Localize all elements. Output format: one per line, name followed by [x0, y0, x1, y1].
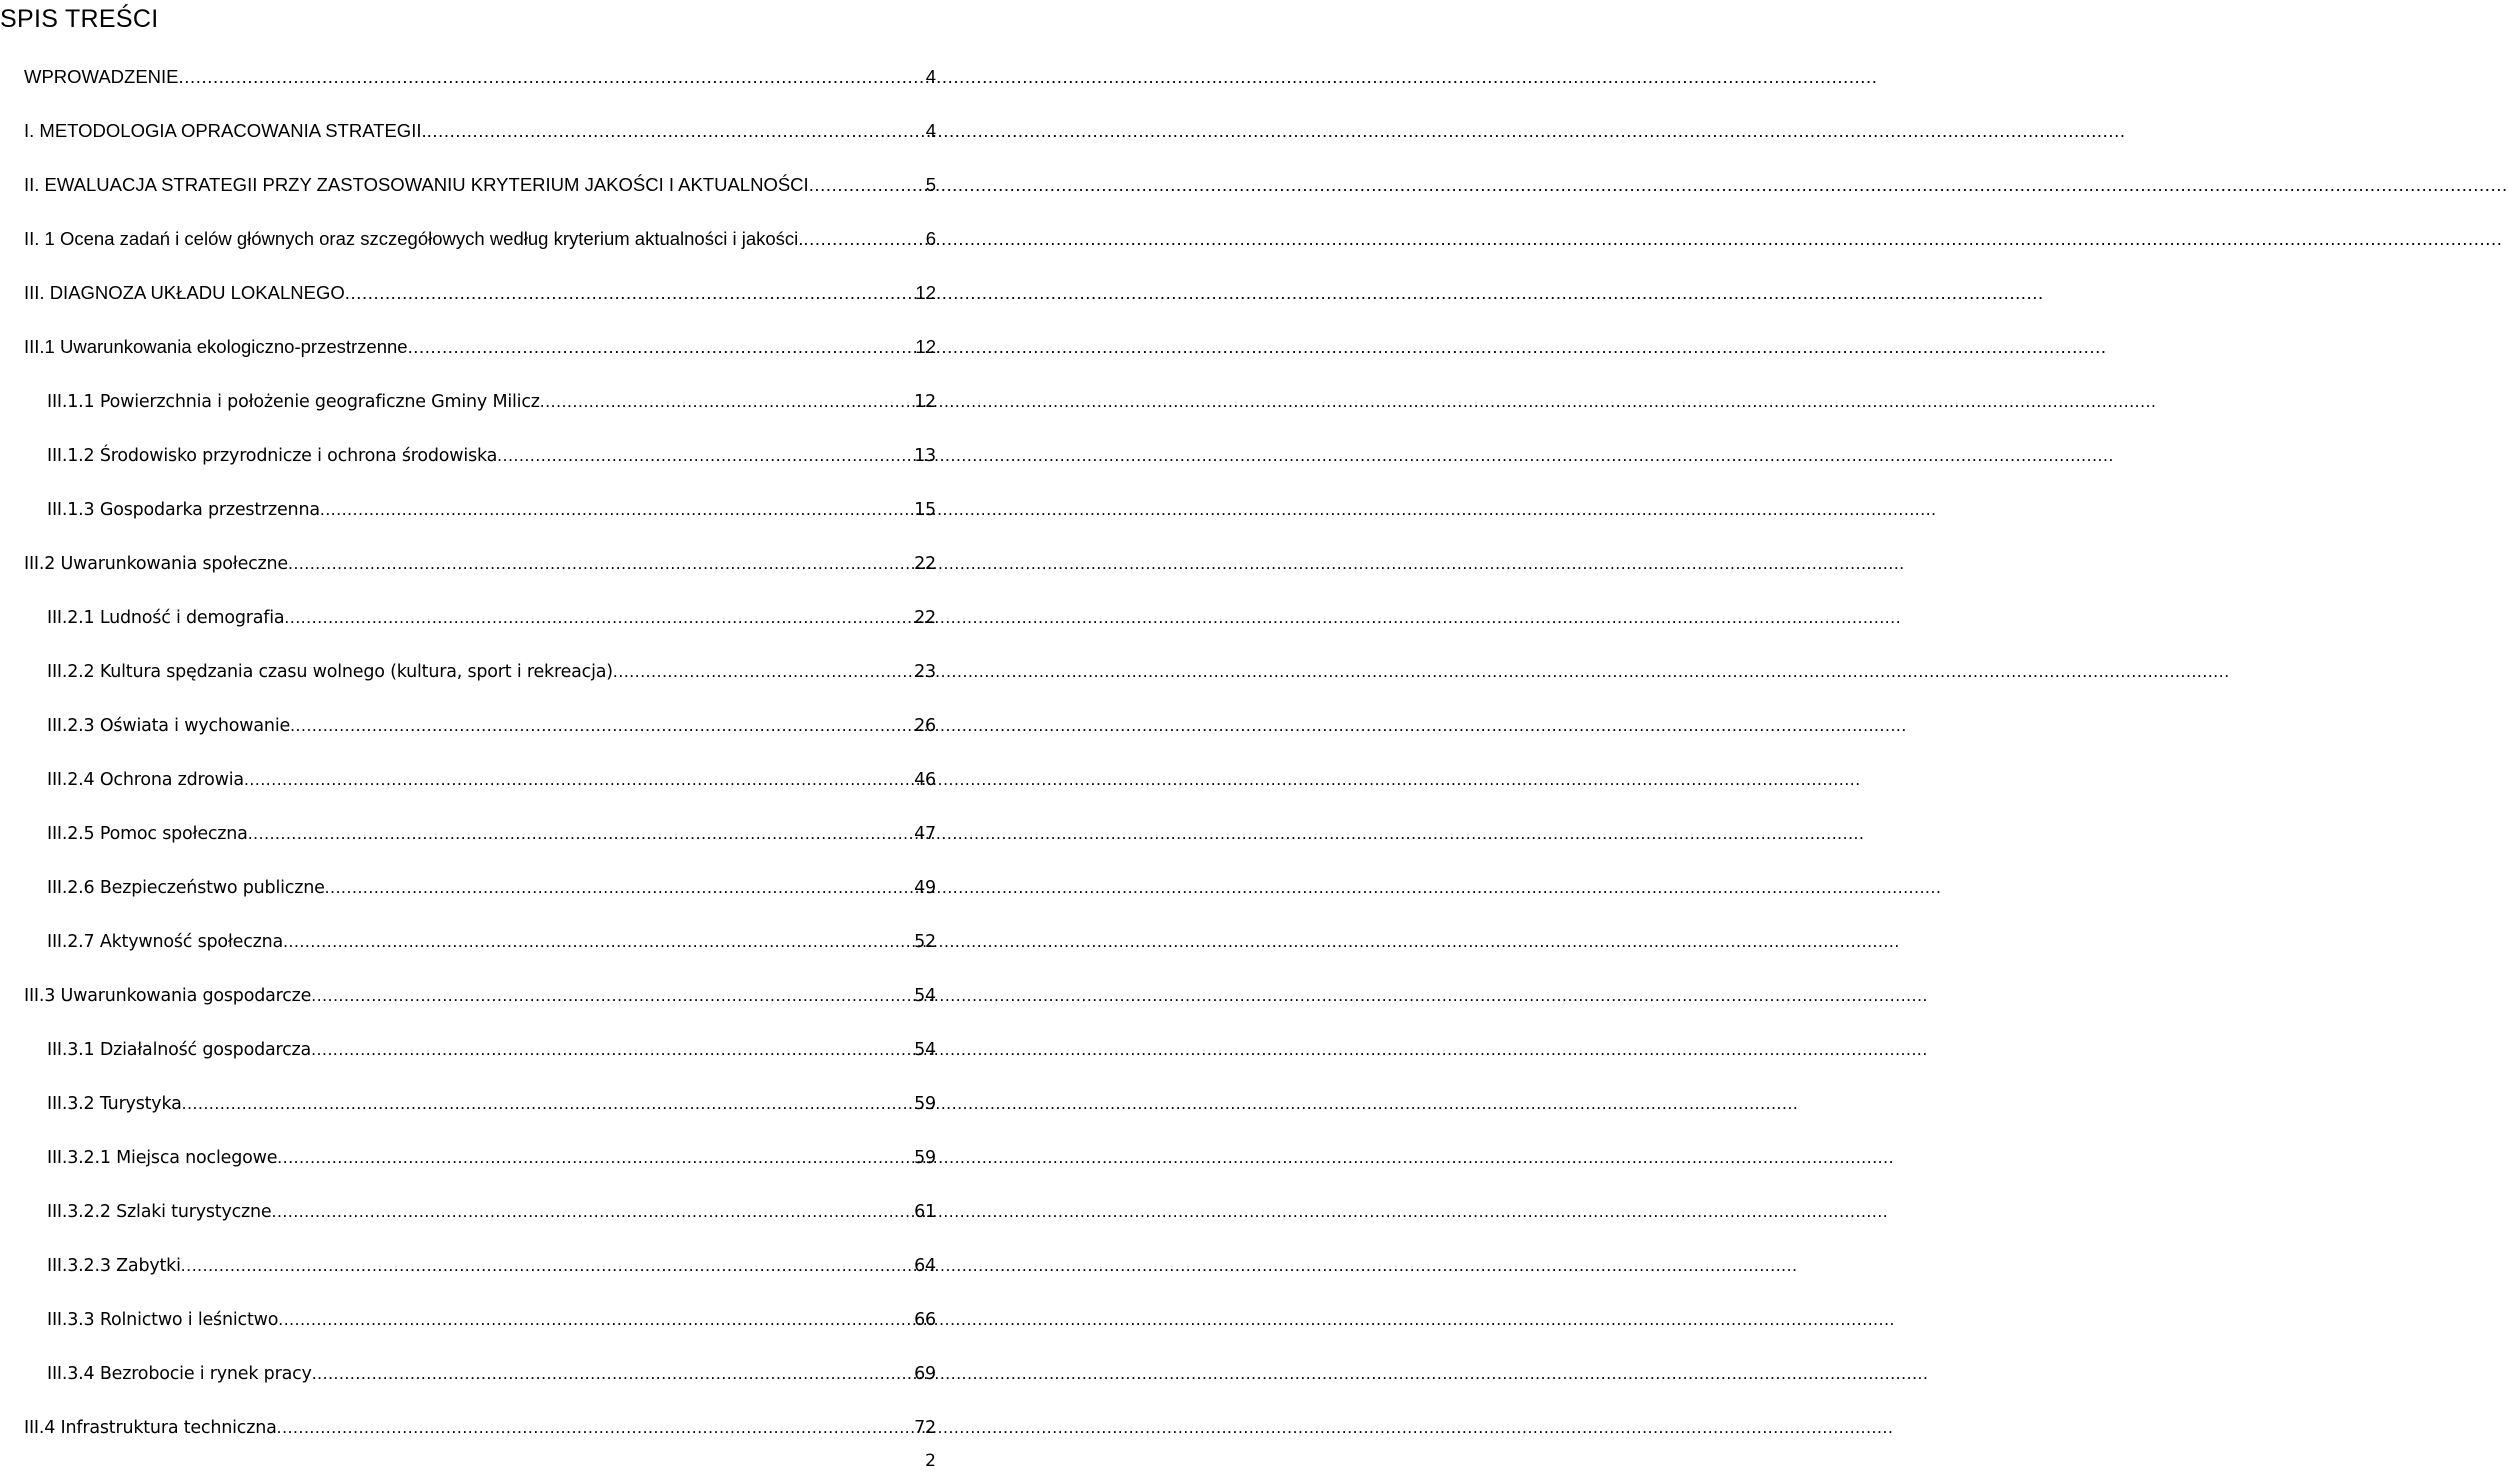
toc-entry-title: III.3.2.3 Zabytki — [47, 1256, 181, 1276]
page-number: 2 — [925, 1451, 936, 1471]
toc-entry-page: 59 — [914, 1148, 936, 1168]
toc-entry-page: 22 — [914, 608, 936, 628]
toc-entry[interactable] — [47, 1088, 960, 1118]
toc-leader-dots — [288, 548, 910, 578]
toc-entry[interactable] — [47, 1250, 960, 1280]
toc-entry[interactable] — [47, 710, 960, 740]
toc-entry-title: WPROWADZENIE — [24, 66, 179, 87]
toc-entry-title: III.1.1 Powierzchnia i położenie geograficzne Gminy Milicz — [47, 392, 540, 412]
toc-entry-title: III.3.4 Bezrobocie i rynek pracy — [47, 1364, 312, 1384]
toc-entry-title: III.2.5 Pomoc społeczna — [47, 824, 248, 844]
toc-entry[interactable] — [24, 332, 960, 362]
toc-entry-title: III.2.7 Aktywność społeczna — [47, 932, 284, 952]
toc-entry-title: I. METODOLOGIA OPRACOWANIA STRATEGII. — [24, 120, 427, 141]
toc-entry-page: 5 — [925, 174, 936, 195]
toc-entry[interactable] — [24, 278, 960, 308]
toc-leader-dots — [427, 116, 922, 146]
toc-entry-title: III.2.2 Kultura spędzania czasu wolnego (kultura, sport i rekreacja) — [47, 662, 613, 682]
toc-leader-dots — [312, 1358, 910, 1388]
toc-entry-page: 54 — [914, 1040, 936, 1060]
toc-entry-page: 66 — [914, 1310, 936, 1330]
toc-entry-title: III.3 Uwarunkowania gospodarcze — [24, 986, 312, 1006]
toc-entry-page: 4 — [925, 66, 936, 87]
toc-entry-page: 26 — [914, 716, 936, 736]
toc-entry-page: 22 — [914, 554, 936, 574]
toc-entry-title: III.3.2.2 Szlaki turystyczne — [47, 1202, 272, 1222]
toc-leader-dots — [311, 1034, 910, 1064]
toc-leader-dots — [179, 62, 922, 92]
toc-leader-dots — [809, 170, 922, 200]
toc-leader-dots — [497, 440, 910, 470]
toc-entry-page: 64 — [914, 1256, 936, 1276]
toc-entry-title: III.1.3 Gospodarka przestrzenna — [47, 500, 320, 520]
toc-leader-dots — [278, 1304, 910, 1334]
toc-entry-page: 47 — [914, 824, 936, 844]
toc-entry-page: 4 — [925, 120, 936, 141]
toc-entry[interactable] — [47, 440, 960, 470]
toc-entry[interactable] — [24, 548, 960, 578]
toc-entry-title: III.3.2.1 Miejsca noclegowe — [47, 1148, 278, 1168]
toc-entry-title: III. DIAGNOZA UKŁADU LOKALNEGO — [24, 282, 345, 303]
toc-leader-dots — [277, 1142, 910, 1172]
toc-entry[interactable] — [24, 170, 960, 200]
toc-entry-page: 52 — [914, 932, 936, 952]
toc-entry[interactable] — [47, 1196, 960, 1226]
toc-leader-dots — [182, 1088, 911, 1118]
toc-entry-page: 23 — [914, 662, 936, 682]
toc-entry[interactable] — [47, 494, 960, 524]
toc-entry-page: 49 — [914, 878, 936, 898]
toc-entry-title: II. EWALUACJA STRATEGII PRZY ZASTOSOWANIU KRYTERIUM JAKOŚCI I AKTUALNOŚCI — [24, 174, 809, 195]
toc-entry-page: 61 — [914, 1202, 936, 1222]
toc-entry-page: 15 — [914, 500, 936, 520]
toc-entry-title: III.3.1 Działalność gospodarcza — [47, 1040, 312, 1060]
toc-entry-page: 13 — [914, 446, 936, 466]
toc-leader-dots — [320, 494, 910, 524]
toc-leader-dots — [271, 1196, 910, 1226]
toc-entry[interactable] — [24, 980, 960, 1010]
toc-leader-dots — [290, 710, 910, 740]
toc-entry-page: 54 — [914, 986, 936, 1006]
toc-entry[interactable] — [47, 872, 960, 902]
toc-entry-page: 12 — [914, 392, 936, 412]
toc-entry-title: III.2 Uwarunkowania społeczne — [24, 554, 288, 574]
toc-entry[interactable] — [47, 926, 960, 956]
toc-leader-dots — [325, 872, 910, 902]
page-title: SPIS TREŚCI — [0, 5, 159, 33]
toc-entry[interactable] — [47, 1358, 960, 1388]
toc-leader-dots — [244, 764, 910, 794]
toc-entry-title: III.2.6 Bezpieczeństwo publiczne — [47, 878, 325, 898]
toc-entry-title: III.2.1 Ludność i demografia — [47, 608, 285, 628]
toc-entry[interactable] — [47, 602, 960, 632]
toc-leader-dots — [181, 1250, 910, 1280]
toc-entry[interactable] — [24, 1412, 960, 1442]
toc-entry-page: 12 — [915, 336, 936, 357]
toc-leader-dots — [540, 386, 910, 416]
toc-entry-title: III.1 Uwarunkowania ekologiczno-przestrzenne — [24, 336, 408, 357]
toc-entry-title: III.1.2 Środowisko przyrodnicze i ochrona środowiska — [47, 446, 498, 466]
toc-entry[interactable] — [47, 1304, 960, 1334]
toc-leader-dots — [284, 602, 910, 632]
toc-entry-title: III.3.2 Turystyka — [47, 1094, 182, 1114]
table-of-contents — [0, 0, 960, 1481]
toc-entry-page: 12 — [915, 282, 936, 303]
toc-leader-dots — [277, 1412, 910, 1442]
toc-entry[interactable] — [47, 1142, 960, 1172]
toc-leader-dots — [283, 926, 910, 956]
toc-entry-page: 72 — [914, 1418, 936, 1438]
toc-leader-dots — [345, 278, 912, 308]
toc-entry-title: III.4 Infrastruktura techniczna — [24, 1418, 277, 1438]
toc-entry[interactable] — [24, 224, 960, 254]
toc-entry[interactable] — [47, 818, 960, 848]
toc-entry-page: 46 — [914, 770, 936, 790]
toc-entry[interactable] — [47, 1034, 960, 1064]
toc-entry-page: 6 — [925, 228, 936, 249]
toc-entry-page: 69 — [914, 1364, 936, 1384]
toc-leader-dots — [613, 656, 910, 686]
toc-entry[interactable] — [47, 656, 960, 686]
toc-leader-dots — [311, 980, 910, 1010]
toc-entry[interactable] — [24, 116, 960, 146]
toc-entry-title: III.3.3 Rolnictwo i leśnictwo — [47, 1310, 279, 1330]
toc-entry[interactable] — [47, 386, 960, 416]
toc-entry[interactable] — [24, 62, 960, 92]
toc-entry-title: III.2.4 Ochrona zdrowia — [47, 770, 244, 790]
toc-leader-dots — [408, 332, 912, 362]
toc-entry[interactable] — [47, 764, 960, 794]
toc-entry-title: II. 1 Ocena zadań i celów głównych oraz szczegółowych według kryterium aktualności i jakości. — [24, 228, 804, 249]
toc-entry-title: III.2.3 Oświata i wychowanie — [47, 716, 291, 736]
toc-leader-dots — [803, 224, 921, 254]
toc-entry-page: 59 — [914, 1094, 936, 1114]
toc-leader-dots — [248, 818, 910, 848]
